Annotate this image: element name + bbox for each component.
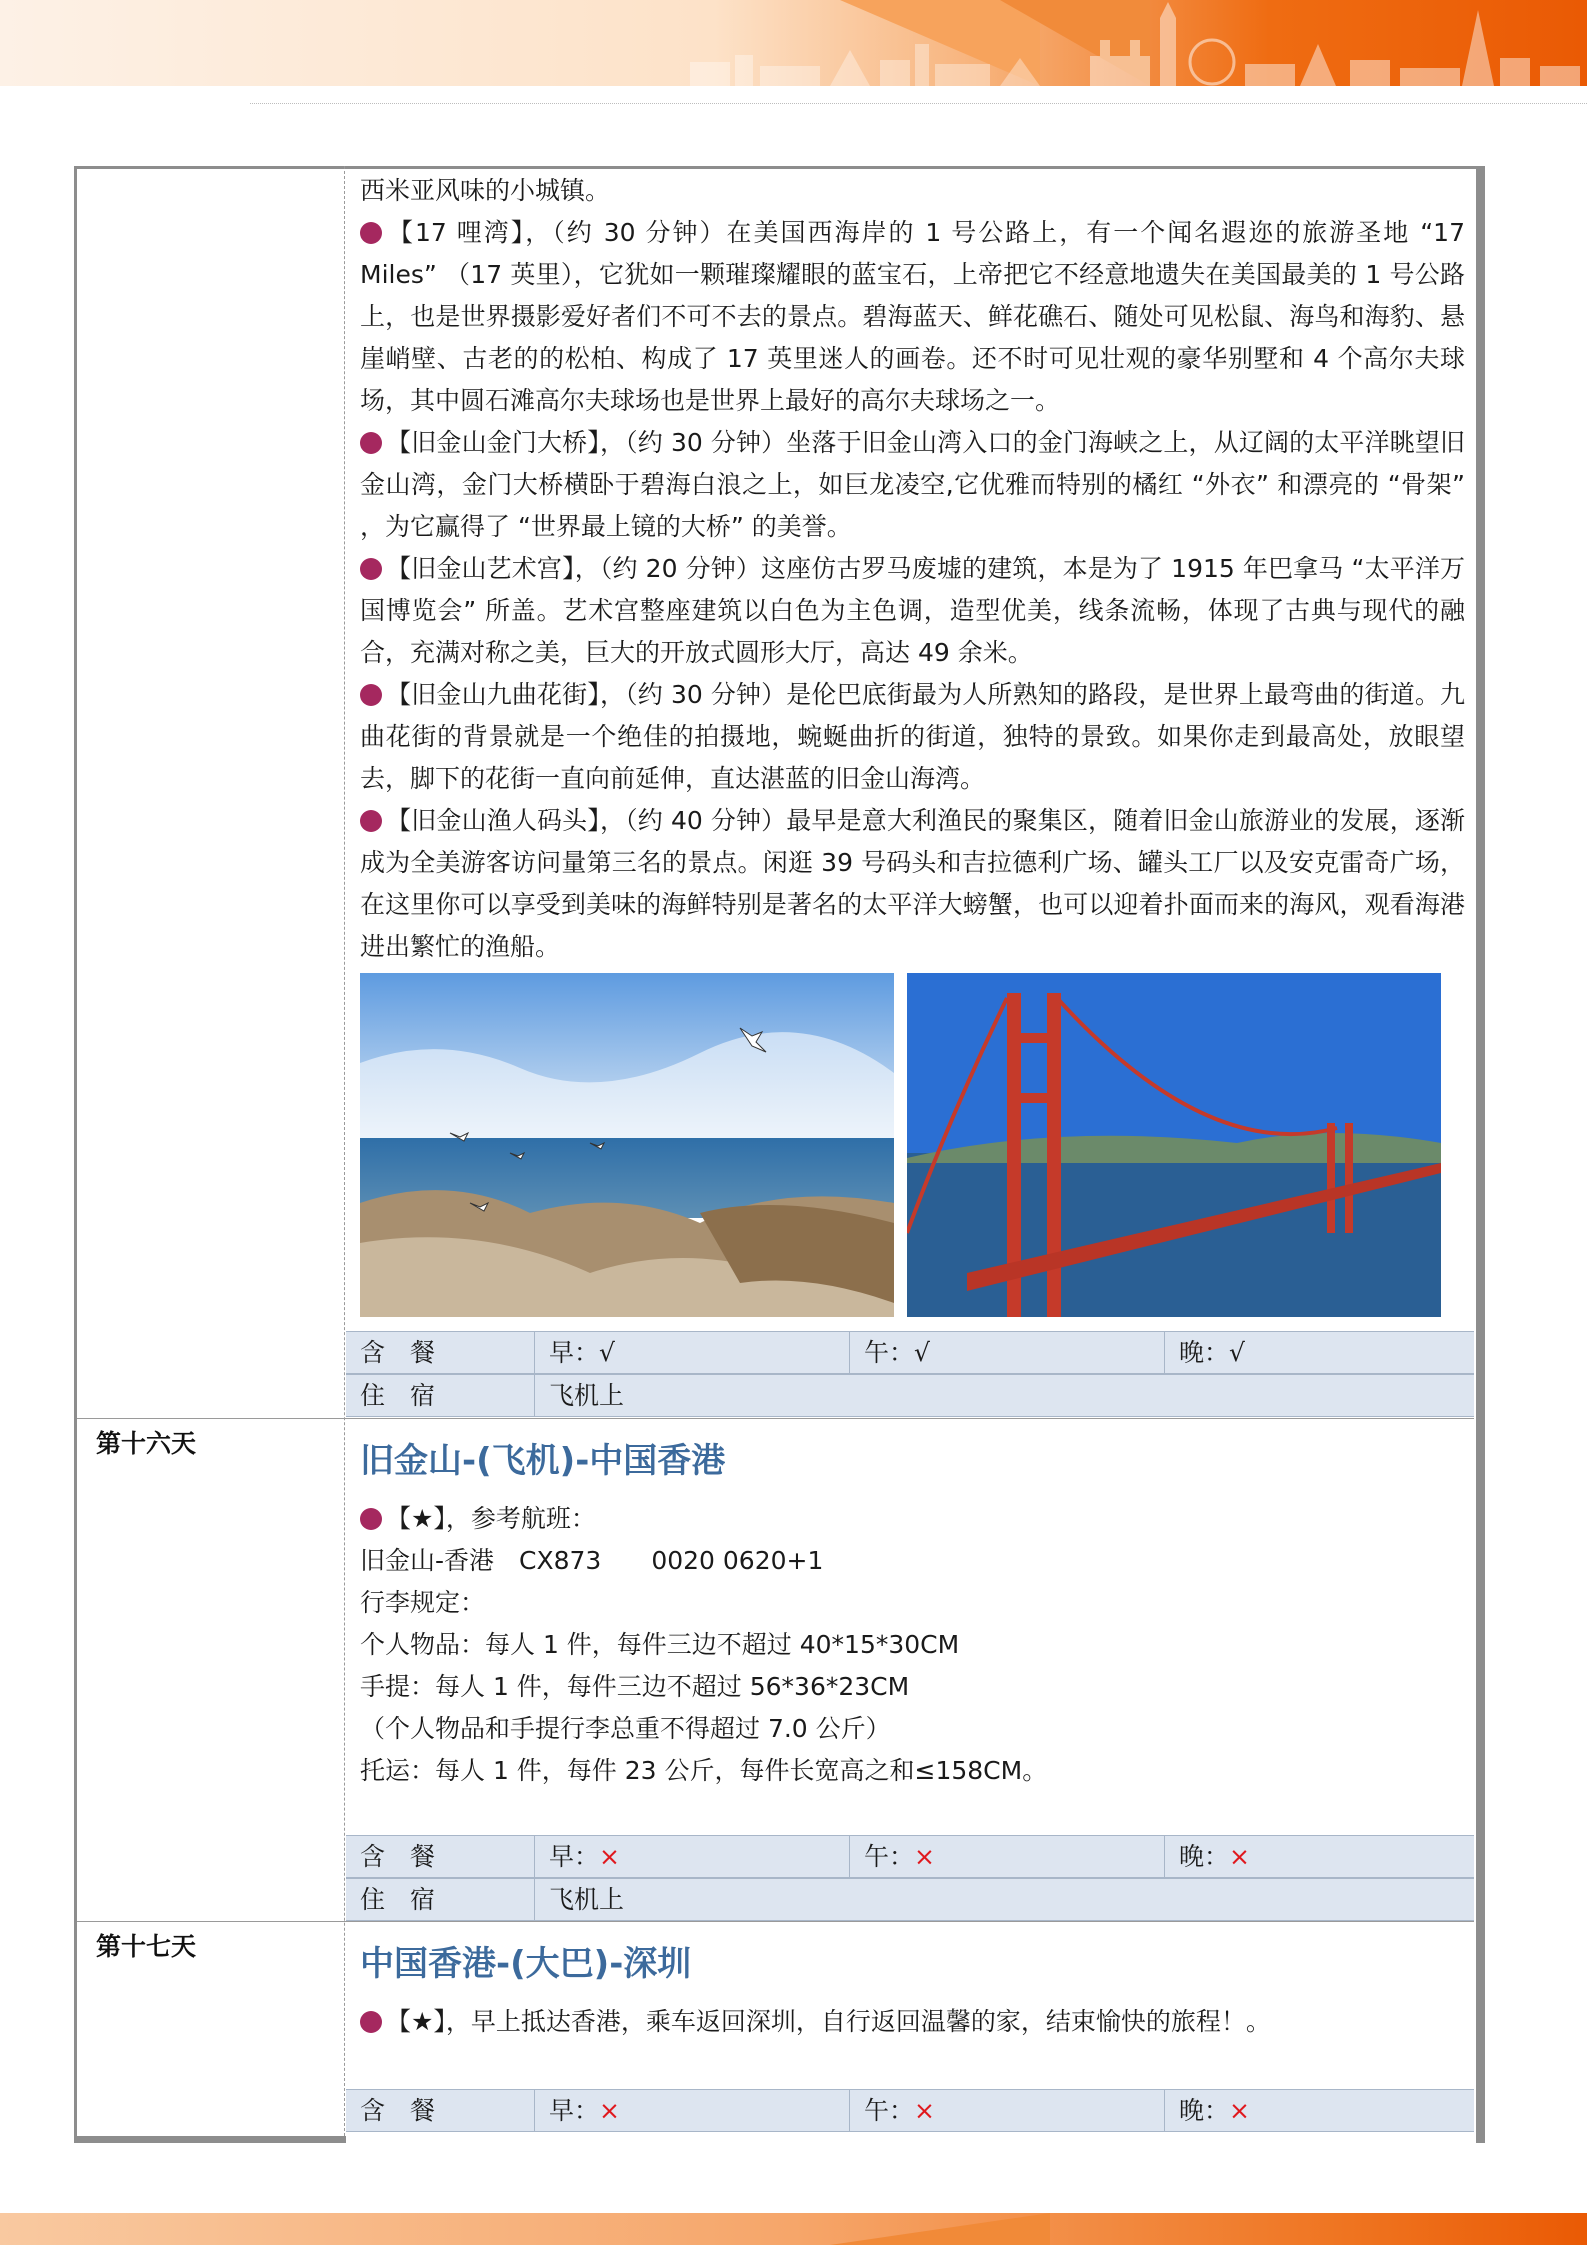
day16-baggage-checked: 托运：每人 1 件，每件 23 公斤，每件长宽高之和≤158CM。 bbox=[360, 1756, 1048, 1785]
day17-meals-row: 含 餐 早：× 午：× 晚：× bbox=[346, 2089, 1474, 2132]
day16-flight-line: 旧金山-香港 CX873 0020 0620+1 bbox=[360, 1546, 824, 1575]
day16-baggage-carryon: 手提：每人 1 件，每件三边不超过 56*36*23CM bbox=[360, 1672, 910, 1701]
day16-lodging-row: 住 宿 飞机上 bbox=[346, 1878, 1474, 1921]
bullet-icon bbox=[360, 432, 382, 454]
day17-route-title: 中国香港-(大巴)-深圳 bbox=[360, 1944, 692, 1984]
day15-content bbox=[360, 170, 1465, 968]
day17-content bbox=[360, 1941, 1465, 2043]
day16-flight-item: 【★】，参考航班： bbox=[360, 1498, 1465, 1540]
header-dotted-rule bbox=[250, 103, 1587, 104]
bullet-icon bbox=[360, 684, 382, 706]
attraction-palace-of-fine-arts: 【旧金山艺术宫】，（约 20 分钟）这座仿古罗马废墟的建筑，本是为了 1915 年巴拿马 “太平洋万国博览会” 所盖。艺术宫整座建筑以白色为主色调，造型优美，线条流畅，体现了古典与现代的融合，充满对称之美，巨大的开放式圆形大厅，高达 49 余米。 bbox=[360, 554, 1465, 667]
day16-content bbox=[360, 1438, 1465, 1792]
day16-meals-row: 含 餐 早：× 午：× 晚：× bbox=[346, 1835, 1474, 1878]
cross-icon: × bbox=[914, 1842, 935, 1871]
day17-label: 第十七天 bbox=[96, 1932, 197, 1961]
bullet-icon bbox=[360, 1508, 382, 1530]
bullet-icon bbox=[360, 810, 382, 832]
day15-lodging-row: 住 宿 飞机上 bbox=[346, 1374, 1474, 1417]
day17-item: 【★】，早上抵达香港，乘车返回深圳，自行返回温馨的家，结束愉快的旅程！。 bbox=[360, 2001, 1465, 2043]
day16-route-title: 旧金山-(飞机)-中国香港 bbox=[360, 1441, 726, 1481]
page-footer-banner bbox=[0, 2213, 1587, 2245]
photo-17-mile-coast bbox=[360, 973, 894, 1317]
cross-icon: × bbox=[1229, 2096, 1250, 2125]
day15-meals-row: 含 餐 早：√ 午：√ 晚：√ bbox=[346, 1331, 1474, 1374]
attraction-fishermans-wharf: 【旧金山渔人码头】，（约 40 分钟）最早是意大利渔民的聚集区，随着旧金山旅游业的发展，逐渐成为全美游客访问量第三名的景点。闲逛 39 号码头和吉拉德利广场、罐头工厂以及安克雷奇广场，在这里你可以享受到美味的海鲜特别是著名的太平洋大螃蟹，也可以迎着扑面而来的海风，观看海港进出繁忙的渔船。 bbox=[360, 806, 1465, 961]
cross-icon: × bbox=[1229, 1842, 1250, 1871]
bullet-icon bbox=[360, 222, 382, 244]
attraction-lombard-street: 【旧金山九曲花街】，（约 30 分钟）是伦巴底街最为人所熟知的路段，是世界上最弯曲的街道。九曲花街的背景就是一个绝佳的拍摄地，蜿蜒曲折的街道，独特的景致。如果你走到最高处，放眼望去，脚下的花街一直向前延伸，直达湛蓝的旧金山海湾。 bbox=[360, 680, 1465, 793]
cross-icon: × bbox=[914, 2096, 935, 2125]
cross-icon: × bbox=[599, 2096, 620, 2125]
city-skyline-icon bbox=[0, 0, 1587, 86]
column-divider bbox=[344, 166, 345, 2136]
day15-intro-line: 西米亚风味的小城镇。 bbox=[360, 176, 611, 205]
day16-baggage-heading: 行李规定： bbox=[360, 1588, 486, 1617]
day16-label: 第十六天 bbox=[96, 1429, 197, 1458]
day16-baggage-personal: 个人物品：每人 1 件，每件三边不超过 40*15*30CM bbox=[360, 1630, 960, 1659]
photo-golden-gate-bridge bbox=[907, 973, 1441, 1317]
bullet-icon bbox=[360, 558, 382, 580]
day16-baggage-weight: （个人物品和手提行李总重不得超过 7.0 公斤） bbox=[360, 1714, 891, 1743]
page-header-banner bbox=[0, 0, 1587, 86]
attraction-17-mile: 【17 哩湾】，（约 30 分钟）在美国西海岸的 1 号公路上，有一个闻名遐迩的旅游圣地 “17 Miles” （17 英里），它犹如一颗璀璨耀眼的蓝宝石，上帝把它不经意地遗失在美国最美的 1 号公路上，也是世界摄影爱好者们不可不去的景点。碧海蓝天、鲜花礁石、随处可见松鼠、海鸟和海豹、悬崖峭壁、古老的的松柏、构成了 17 英里迷人的画卷。还不时可见壮观的豪华别墅和 4 个高尔夫球场，其中圆石滩高尔夫球场也是世界上最好的高尔夫球场之一。 bbox=[360, 218, 1465, 415]
cross-icon: × bbox=[599, 1842, 620, 1871]
attraction-golden-gate: 【旧金山金门大桥】，（约 30 分钟）坐落于旧金山湾入口的金门海峡之上，从辽阔的太平洋眺望旧金山湾，金门大桥横卧于碧海白浪之上，如巨龙凌空,它优雅而特别的橘红 “外衣” 和漂亮的 “骨架” ，为它赢得了 “世界最上镜的大桥” 的美誉。 bbox=[360, 428, 1465, 541]
bullet-icon bbox=[360, 2011, 382, 2033]
